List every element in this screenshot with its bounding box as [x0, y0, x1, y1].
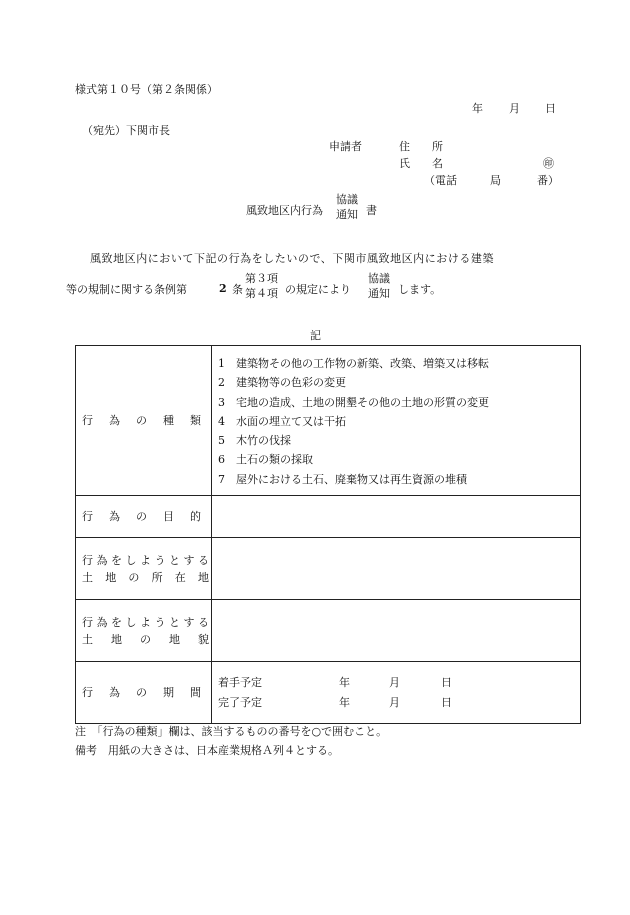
label-char: す [183, 615, 195, 629]
end-date-line [218, 693, 580, 713]
end-label: 完了予定 [218, 695, 262, 709]
title-suffix: 書 [366, 204, 377, 217]
label-char: 為 [96, 615, 108, 629]
label-char: す [183, 553, 195, 567]
location-label-line-2 [82, 569, 211, 586]
start-month: 月 [389, 675, 400, 689]
condition-row [76, 600, 581, 662]
phone-station: 局 [490, 174, 501, 187]
label-char: の [136, 686, 147, 700]
label-char: を [111, 553, 122, 567]
label-char: う [154, 553, 166, 567]
start-date-line [218, 673, 580, 693]
date-month: 月 [509, 102, 520, 115]
label-char: 土 [82, 632, 93, 646]
applicant-label: 申請者 [329, 140, 362, 153]
end-year: 年 [339, 695, 350, 709]
condition-label-cell [76, 600, 212, 662]
period-row [76, 662, 581, 724]
clause-choice [245, 272, 278, 302]
kind-item: 6 土石の類の採取 [218, 453, 313, 467]
label-char: 行 [82, 553, 93, 567]
body-choice [368, 272, 390, 302]
title-main: 風致地区内行為 [246, 204, 323, 217]
body-line-2-mid: の規定により [285, 283, 351, 296]
location-label-cell [76, 538, 212, 600]
label-char: る [198, 615, 209, 629]
label-char: よ [140, 615, 151, 629]
label-char: 地 [169, 632, 180, 646]
label-char: 期 [163, 686, 174, 700]
addressee: （宛先）下関市長 [82, 124, 170, 137]
label-char: 種 [163, 414, 174, 428]
label-char: 類 [190, 414, 201, 428]
label-char: よ [140, 553, 151, 567]
label-char: 行 [82, 615, 93, 629]
application-table [75, 345, 581, 724]
label-char: し [125, 615, 137, 629]
label-char: の [140, 632, 151, 646]
label-char: 所 [151, 570, 163, 584]
label-char: る [198, 553, 209, 567]
end-month: 月 [389, 695, 400, 709]
start-day: 日 [441, 675, 452, 689]
label-char: 在 [174, 570, 186, 584]
title-choice-top: 協議 [336, 193, 358, 206]
kind-list-cell [212, 346, 581, 496]
label-char: 地 [111, 632, 122, 646]
condition-value-cell[interactable] [212, 600, 581, 662]
body-line-1: 風致地区内において下記の行為をしたいので、下関市風致地区内における建築 [90, 252, 495, 265]
kind-label-cell [76, 346, 212, 496]
body-choice-bottom: 通知 [368, 286, 390, 300]
start-year: 年 [339, 675, 350, 689]
label-char: 的 [190, 510, 201, 524]
purpose-row [76, 496, 581, 538]
label-char: と [169, 615, 180, 629]
label-char: 行 [82, 686, 93, 700]
location-row [76, 538, 581, 600]
label-char: 地 [197, 570, 209, 584]
condition-label-line-1 [82, 614, 211, 631]
label-char: 為 [109, 510, 120, 524]
purpose-value-cell[interactable] [212, 496, 581, 538]
label-char: の [136, 414, 147, 428]
ki-heading: 記 [310, 329, 321, 342]
period-label-cell [76, 662, 212, 724]
date-year: 年 [472, 102, 483, 115]
period-label [82, 684, 211, 701]
address-label: 住 所 [399, 140, 443, 153]
label-char: う [154, 615, 166, 629]
body-line-2-start: 等の規制に関する条例第 [66, 283, 187, 296]
phone-number: 番） [537, 174, 559, 187]
kind-row [76, 346, 581, 496]
body-line-2-jo: 条 [232, 283, 243, 296]
purpose-label-cell [76, 496, 212, 538]
label-char: の [128, 570, 140, 584]
label-char: 貌 [198, 632, 209, 646]
remark-text: 備考 用紙の大きさは、日本産業規格Ａ列４とする。 [75, 744, 339, 757]
label-char: 為 [96, 553, 108, 567]
date-day: 日 [545, 102, 556, 115]
purpose-label [82, 508, 211, 525]
label-char: の [136, 510, 147, 524]
label-char: 目 [163, 510, 174, 524]
label-char: 土 [82, 570, 93, 584]
end-day: 日 [441, 695, 452, 709]
phone-open: （電話 [424, 174, 457, 187]
condition-label-line-2 [82, 631, 211, 648]
kind-item: 1 建築物その他の工作物の新築、改築、増築又は移転 [218, 357, 489, 370]
body-choice-top: 協議 [368, 272, 390, 285]
body-line-2-end: します。 [398, 283, 442, 296]
name-label: 氏 名 [399, 157, 443, 170]
label-char: 為 [109, 414, 120, 428]
kind-item: 2 建築物等の色彩の変更 [218, 376, 346, 390]
period-value-cell[interactable] [212, 662, 581, 724]
kind-item: 3 宅地の造成、土地の開墾その他の土地の形質の変更 [218, 395, 489, 409]
title-choice-bottom: 通知 [336, 207, 358, 221]
kind-item: 4 水面の埋立て又は干拓 [218, 414, 346, 428]
label-char: 行 [82, 510, 93, 524]
kind-item: 5 木竹の伐採 [218, 434, 291, 448]
start-label: 着手予定 [218, 675, 262, 689]
label-char: と [169, 553, 180, 567]
location-label-line-1 [82, 552, 211, 569]
body-line-2-num: 2 [219, 282, 227, 295]
label-char: を [111, 615, 122, 629]
label-char: し [125, 553, 137, 567]
kind-item: 7 屋外における土石、廃棄物又は再生資源の堆積 [218, 472, 467, 486]
clause-top: 第３項 [245, 272, 278, 285]
label-char: 為 [109, 686, 120, 700]
location-value-cell[interactable] [212, 538, 581, 600]
label-char: 行 [82, 414, 93, 428]
clause-bottom: 第４項 [245, 286, 278, 300]
label-char: 地 [105, 570, 117, 584]
note-text: 注 「行為の種類」欄は、該当するものの番号を○で囲むこと。 [75, 725, 388, 738]
seal-mark: ㊞ [543, 157, 554, 170]
kind-label [82, 412, 211, 429]
form-number: 様式第１０号（第２条関係） [75, 83, 218, 96]
label-char: 間 [190, 686, 201, 700]
title-choice [336, 193, 358, 223]
